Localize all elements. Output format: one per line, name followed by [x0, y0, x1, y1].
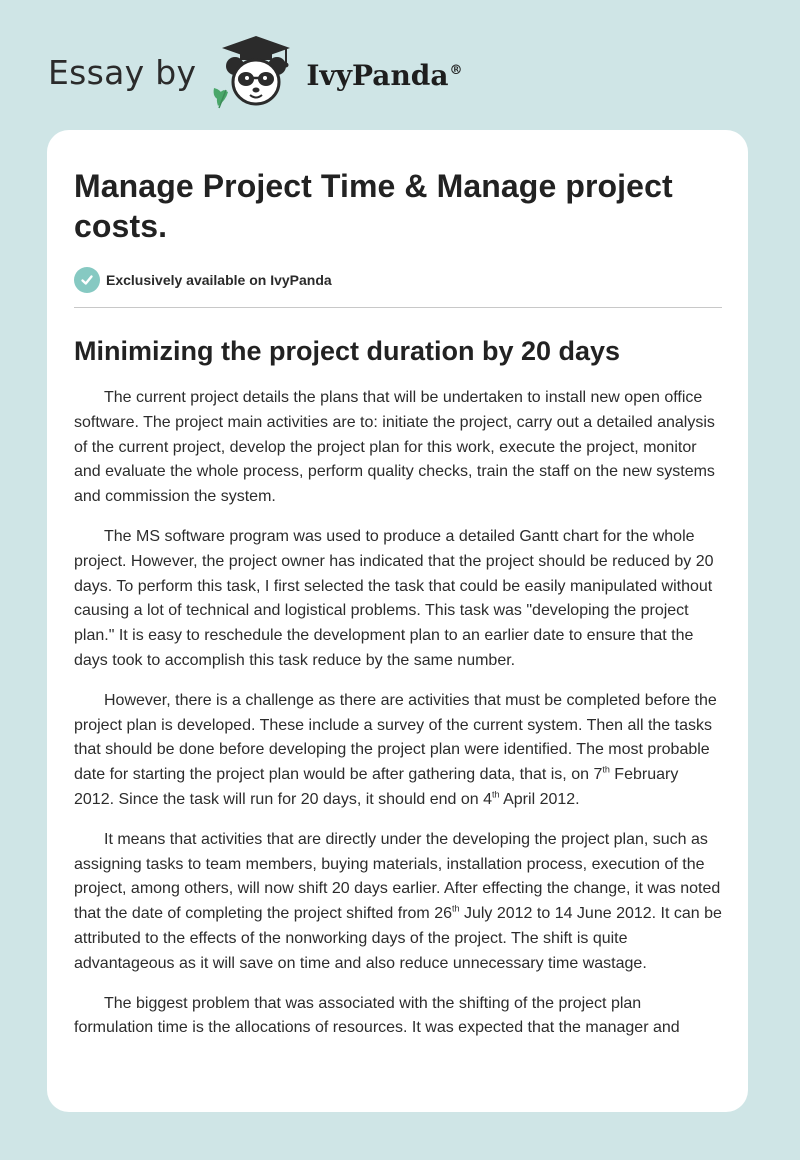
page-title: Manage Project Time & Manage project costs.	[74, 168, 673, 244]
paragraph-2: The MS software program was used to produce a detailed Gantt chart for the whole project. However, the project owner has indicated that the project should be reduced by 20 days. To perform this task, I first selected the task that could be easily manipulated without causing a lot of technical and logistical problems. This task was "developing the project plan." It is easy to reschedule the development plan to an earlier date to ensure that the days took to accomplish this task reduce by the same number.	[74, 527, 714, 669]
check-icon	[74, 267, 100, 293]
section-heading: Minimizing the project duration by 20 days	[74, 336, 621, 366]
exclusive-badge-text: Exclusively available on IvyPanda	[106, 272, 332, 288]
paragraph-5: The biggest problem that was associated with the shifting of the project plan formulation time is the allocations of resources. It was expected that the manager and	[74, 994, 680, 1037]
brand-prefix: Essay by	[48, 52, 197, 92]
ordinal-suffix: th	[452, 903, 460, 914]
site-brand[interactable]	[48, 34, 463, 110]
registered-mark: ®	[449, 63, 463, 79]
paragraph-1: The current project details the plans that will be undertaken to install new open office software. The project main activities are to: initiate the project, carry out a detailed analysis of the current project, develop the project plan for this work, execute the project, monitor and evaluate the whole process, perform quality checks, train the staff on the new systems and commission the system.	[74, 389, 715, 506]
article-body	[74, 386, 722, 1041]
ordinal-suffix: th	[492, 789, 500, 800]
panda-graduate-logo-icon	[210, 34, 302, 110]
brand-name: IvyPanda®	[306, 58, 463, 92]
divider	[74, 307, 722, 308]
ordinal-suffix: th	[602, 764, 610, 775]
paragraph-4: It means that activities that are directly under the developing the project plan, such as assigning tasks to team members, buying materials, installation process, execution of the project, among others, will now shift 20 days earlier. After effecting the change, it was noted that the date of completing the project shifted from 26th July 2012 to 14 June 2012. It can be attributed to the effects of the nonworking days of the project. The shift is quite advantageous as it will save on time and also reduce unnecessary time wastage.	[74, 830, 722, 972]
essay-card	[47, 130, 748, 1112]
paragraph-3: However, there is a challenge as there are activities that must be completed before the project plan is developed. These include a survey of the current system. Then all the tasks that should be done before developing the project plan were identified. The most probable date for starting the project plan would be after gathering data, that is, on 7th February 2012. Since the task will run for 20 days, it should end on 4th April 2012.	[74, 691, 717, 808]
exclusive-badge	[74, 266, 722, 294]
